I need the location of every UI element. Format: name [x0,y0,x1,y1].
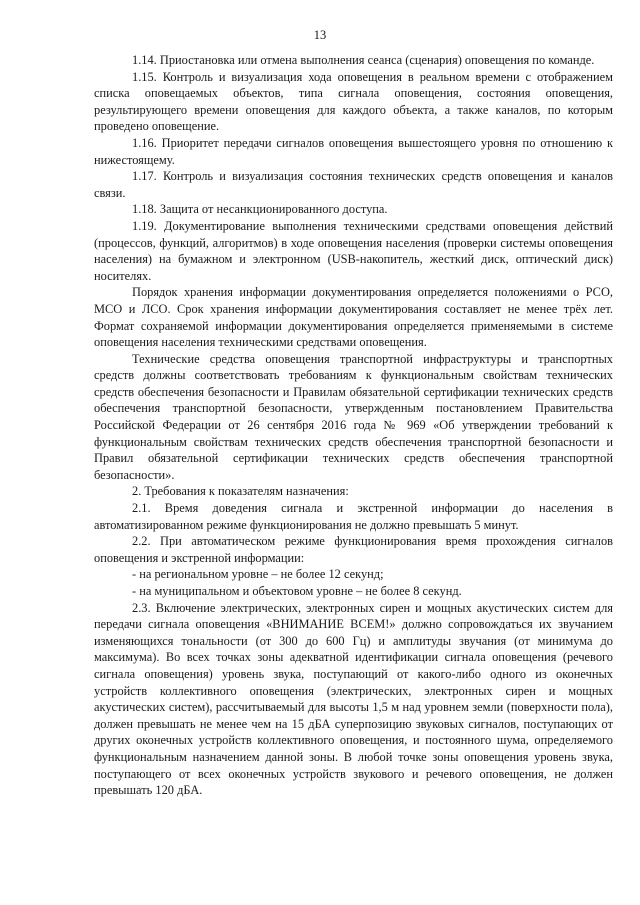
paragraph-storage-order: Порядок хранения информации документирования определяется положениями о РСО, МСО и ЛСО. Срок хранения информации документирования составляет не менее трёх лет. Формат сохраняемой информации документирования определяется применяемыми в системе оповещения населения техническими средствами оповещения. [94,285,613,350]
paragraph-1-17: 1.17. Контроль и визуализация состояния технических средств оповещения и каналов связи. [94,169,613,200]
list-item-regional: - на региональном уровне – не более 12 секунд; [132,567,384,582]
section-2-heading: 2. Требования к показателям назначения: [132,484,349,499]
paragraph-1-19: 1.19. Документирование выполнения техническими средствами оповещения действий (процессов, функций, алгоритмов) в ходе оповещения населения (проверки системы оповещения населения) на бумажном и электронном (USB-накопитель, жесткий диск, оптический диск) носителях. [94,218,613,283]
paragraph-transport-means: Технические средства оповещения транспортной инфраструктуры и транспортных средств должны соответствовать требованиям к функциональным свойствам технических средств обеспечения безопасности и Правилам обязательной сертификации технических средств обеспечения транспортной безопасности, утвержденным постановлением Правительства Российской Федерации от 26 сентября 2016 года № 969 «Об утверждении требований к функциональным свойствам технических средств обеспечения транспортной безопасности и Правил обязательной сертификации технических средств обеспечения транспортной безопасности». [94,351,613,482]
paragraph-1-16: 1.16. Приоритет передачи сигналов оповещения вышестоящего уровня по отношению к нижестоящему. [94,135,613,167]
page-number: 13 [313,28,327,42]
paragraph-1-15: 1.15. Контроль и визуализация хода оповещения в реальном времени с отображением списка оповещаемых объектов, типа сигнала оповещения, состояния оповещения, результирующего времени оповещения для каждого объекта, а также каналов, по которым проведено оповещение. [94,69,613,134]
document-body [94,52,613,799]
paragraph-2-1: 2.1. Время доведения сигнала и экстренной информации до населения в автоматизированном режиме функционирования не должно превышать 5 минут. [94,501,613,532]
paragraph-2-2: 2.2. При автоматическом режиме функционирования время прохождения сигналов оповещения и экстренной информации: [94,534,613,565]
paragraph-2-3: 2.3. Включение электрических, электронных сирен и мощных акустических систем для передачи сигнала оповещения «ВНИМАНИЕ ВСЕМ!» должно сопровождаться их звучанием изменяющихся тональности (от 300 до 600 Гц) и амплитуды звучания (от минимума до максимума). Во всех точках зоны адекватной идентификации сигнала оповещения (речевого сигнала оповещения) уровень звука, поступающий от какого-либо одного из оконечных устройств коллективного оповещения (электрических, электронных сирен и мощных акустических систем), рассчитываемый для высоты 1,5 м над уровнем земли (поверхности пола), должен превышать не менее чем на 15 дБА суперпозицию звуковых сигналов, поступающих от других оконечных устройств коллективного оповещения, и постоянного шума, определяемого функциональным назначением данной зоны. В любой точке зоны оповещения уровень звука, поступающего от всех оконечных устройств звукового и речевого оповещения, не должен превышать 120 дБА. [94,600,613,798]
list-item-municipal: - на муниципальном и объектовом уровне – не более 8 секунд. [132,584,462,598]
paragraph-1-18: 1.18. Защита от несанкционированного доступа. [132,202,388,217]
paragraph-1-14: 1.14. Приостановка или отмена выполнения сеанса (сценария) оповещения по команде. [132,53,595,67]
